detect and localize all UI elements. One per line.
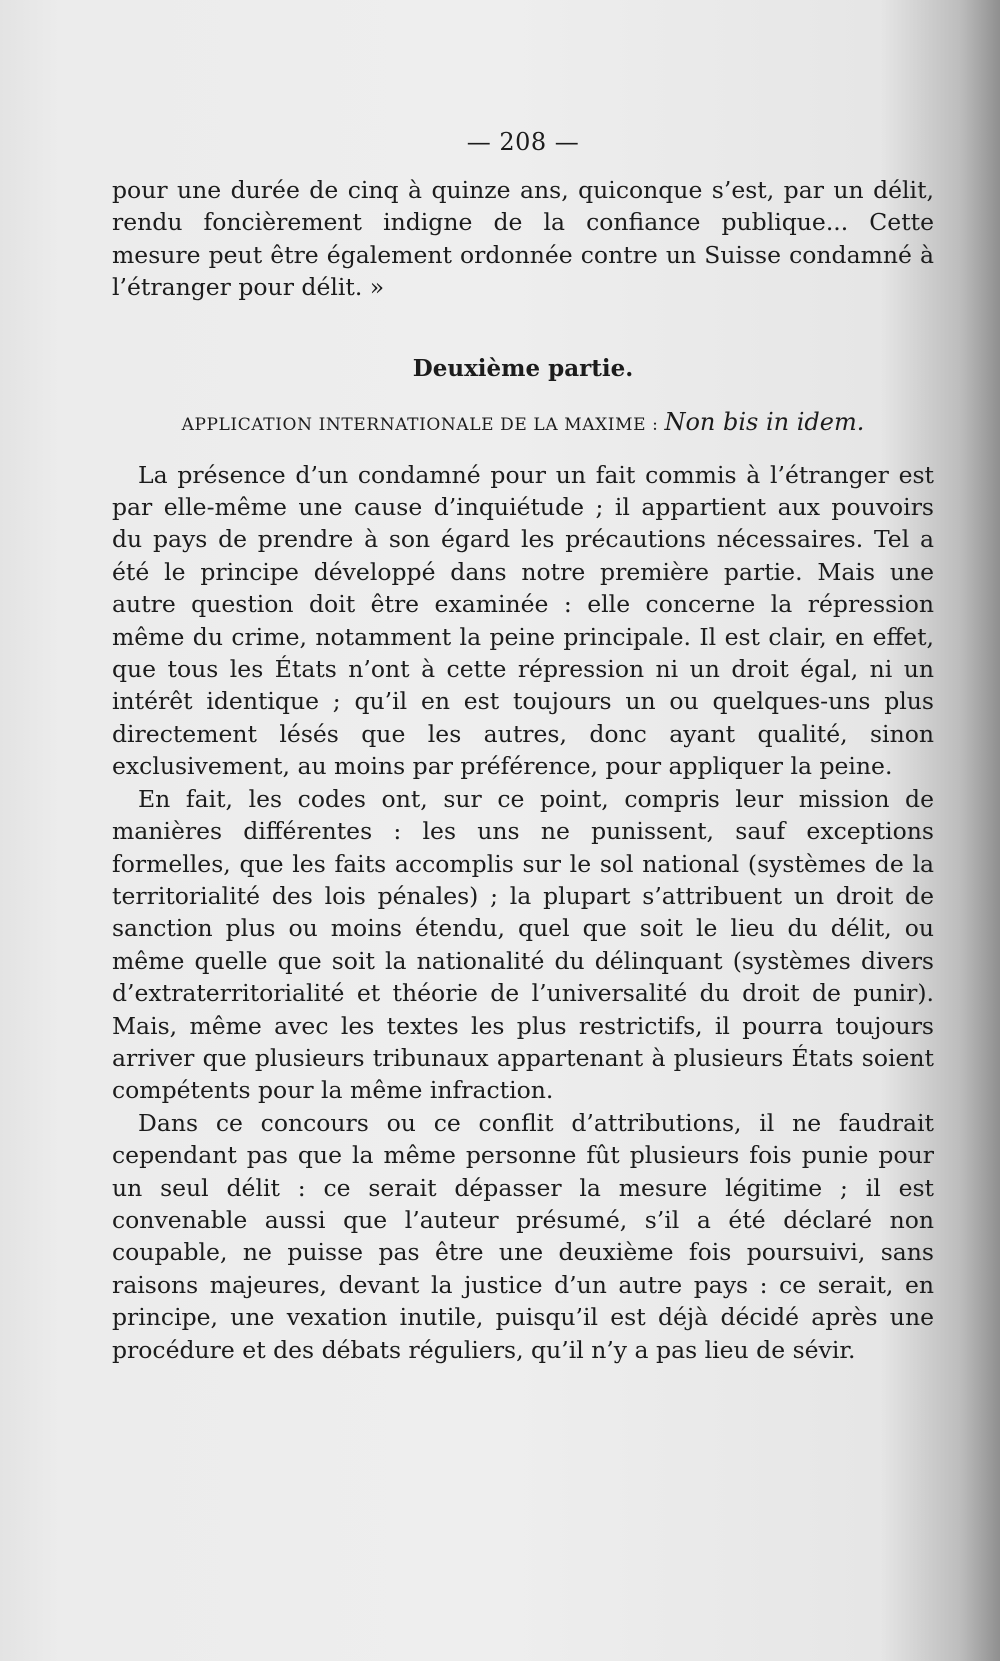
section-title: Deuxième partie.: [412, 354, 634, 382]
subtitle-caps: APPLICATION INTERNATIONALE DE LA MAXIME :: [181, 414, 659, 435]
subtitle-maxim: Non bis in idem.: [664, 407, 865, 436]
body-paragraph-2: En fait, les codes ont, sur ce point, compris leur mission de manières différentes : les uns ne punissent, sauf exceptions formelles, que les faits accomplis sur le sol national (systèmes de la territorialité des lois pénales) ; la plupart s’attribuent un droit de sanction plus ou moins étendu, quel que soit le lieu du délit, ou même quelle que soit la nationalité du délinquant (systèmes divers d’extraterritorialité et théorie de l’universalité du droit de punir). Mais, même avec les textes les plus restrictifs, il pourra toujours arriver que plusieurs tribunaux appartenant à plusieurs États soient compétents pour la même infraction.: [112, 784, 934, 1105]
body-paragraph-1: La présence d’un condamné pour un fait commis à l’étranger est par elle-même une cause d’inquiétude ; il appartient aux pouvoirs du pays de prendre à son égard les précautions nécessaires. Tel a été le principe développé dans notre première partie. Mais une autre question doit être examinée : elle concerne la répression même du crime, notamment la peine principale. Il est clair, en effet, que tous les États n’ont à cette répression ni un droit égal, ni un intérêt identique ; qu’il en est toujours un ou quelques-uns plus directement lésés que les autres, donc ayant qualité, sinon exclusivement, au moins par préférence, pour appliquer la peine.: [112, 460, 934, 781]
opening-paragraph: pour une durée de cinq à quinze ans, quiconque s’est, par un délit, rendu foncièrement indigne de la confiance publique... Cette mesure peut être également ordonnée contre un Suisse condamné à l’étranger pour délit. »: [112, 176, 934, 302]
page-number: — 208 —: [466, 128, 580, 156]
section-subtitle: [112, 404, 934, 443]
page-text-block: [112, 118, 934, 1366]
body-paragraph-3: Dans ce concours ou ce conflit d’attributions, il ne faudrait cependant pas que la même personne fût plusieurs fois punie pour un seul délit : ce serait dépasser la mesure légitime ; il est convenable aussi que l’auteur présumé, s’il a été déclaré non coupable, ne puisse pas être une deuxième fois poursuivi, sans raisons majeures, devant la justice d’un autre pays : ce serait, en principe, une vexation inutile, puisqu’il est déjà décidé après une procédure et des débats réguliers, qu’il n’y a pas lieu de sévir.: [112, 1108, 934, 1364]
